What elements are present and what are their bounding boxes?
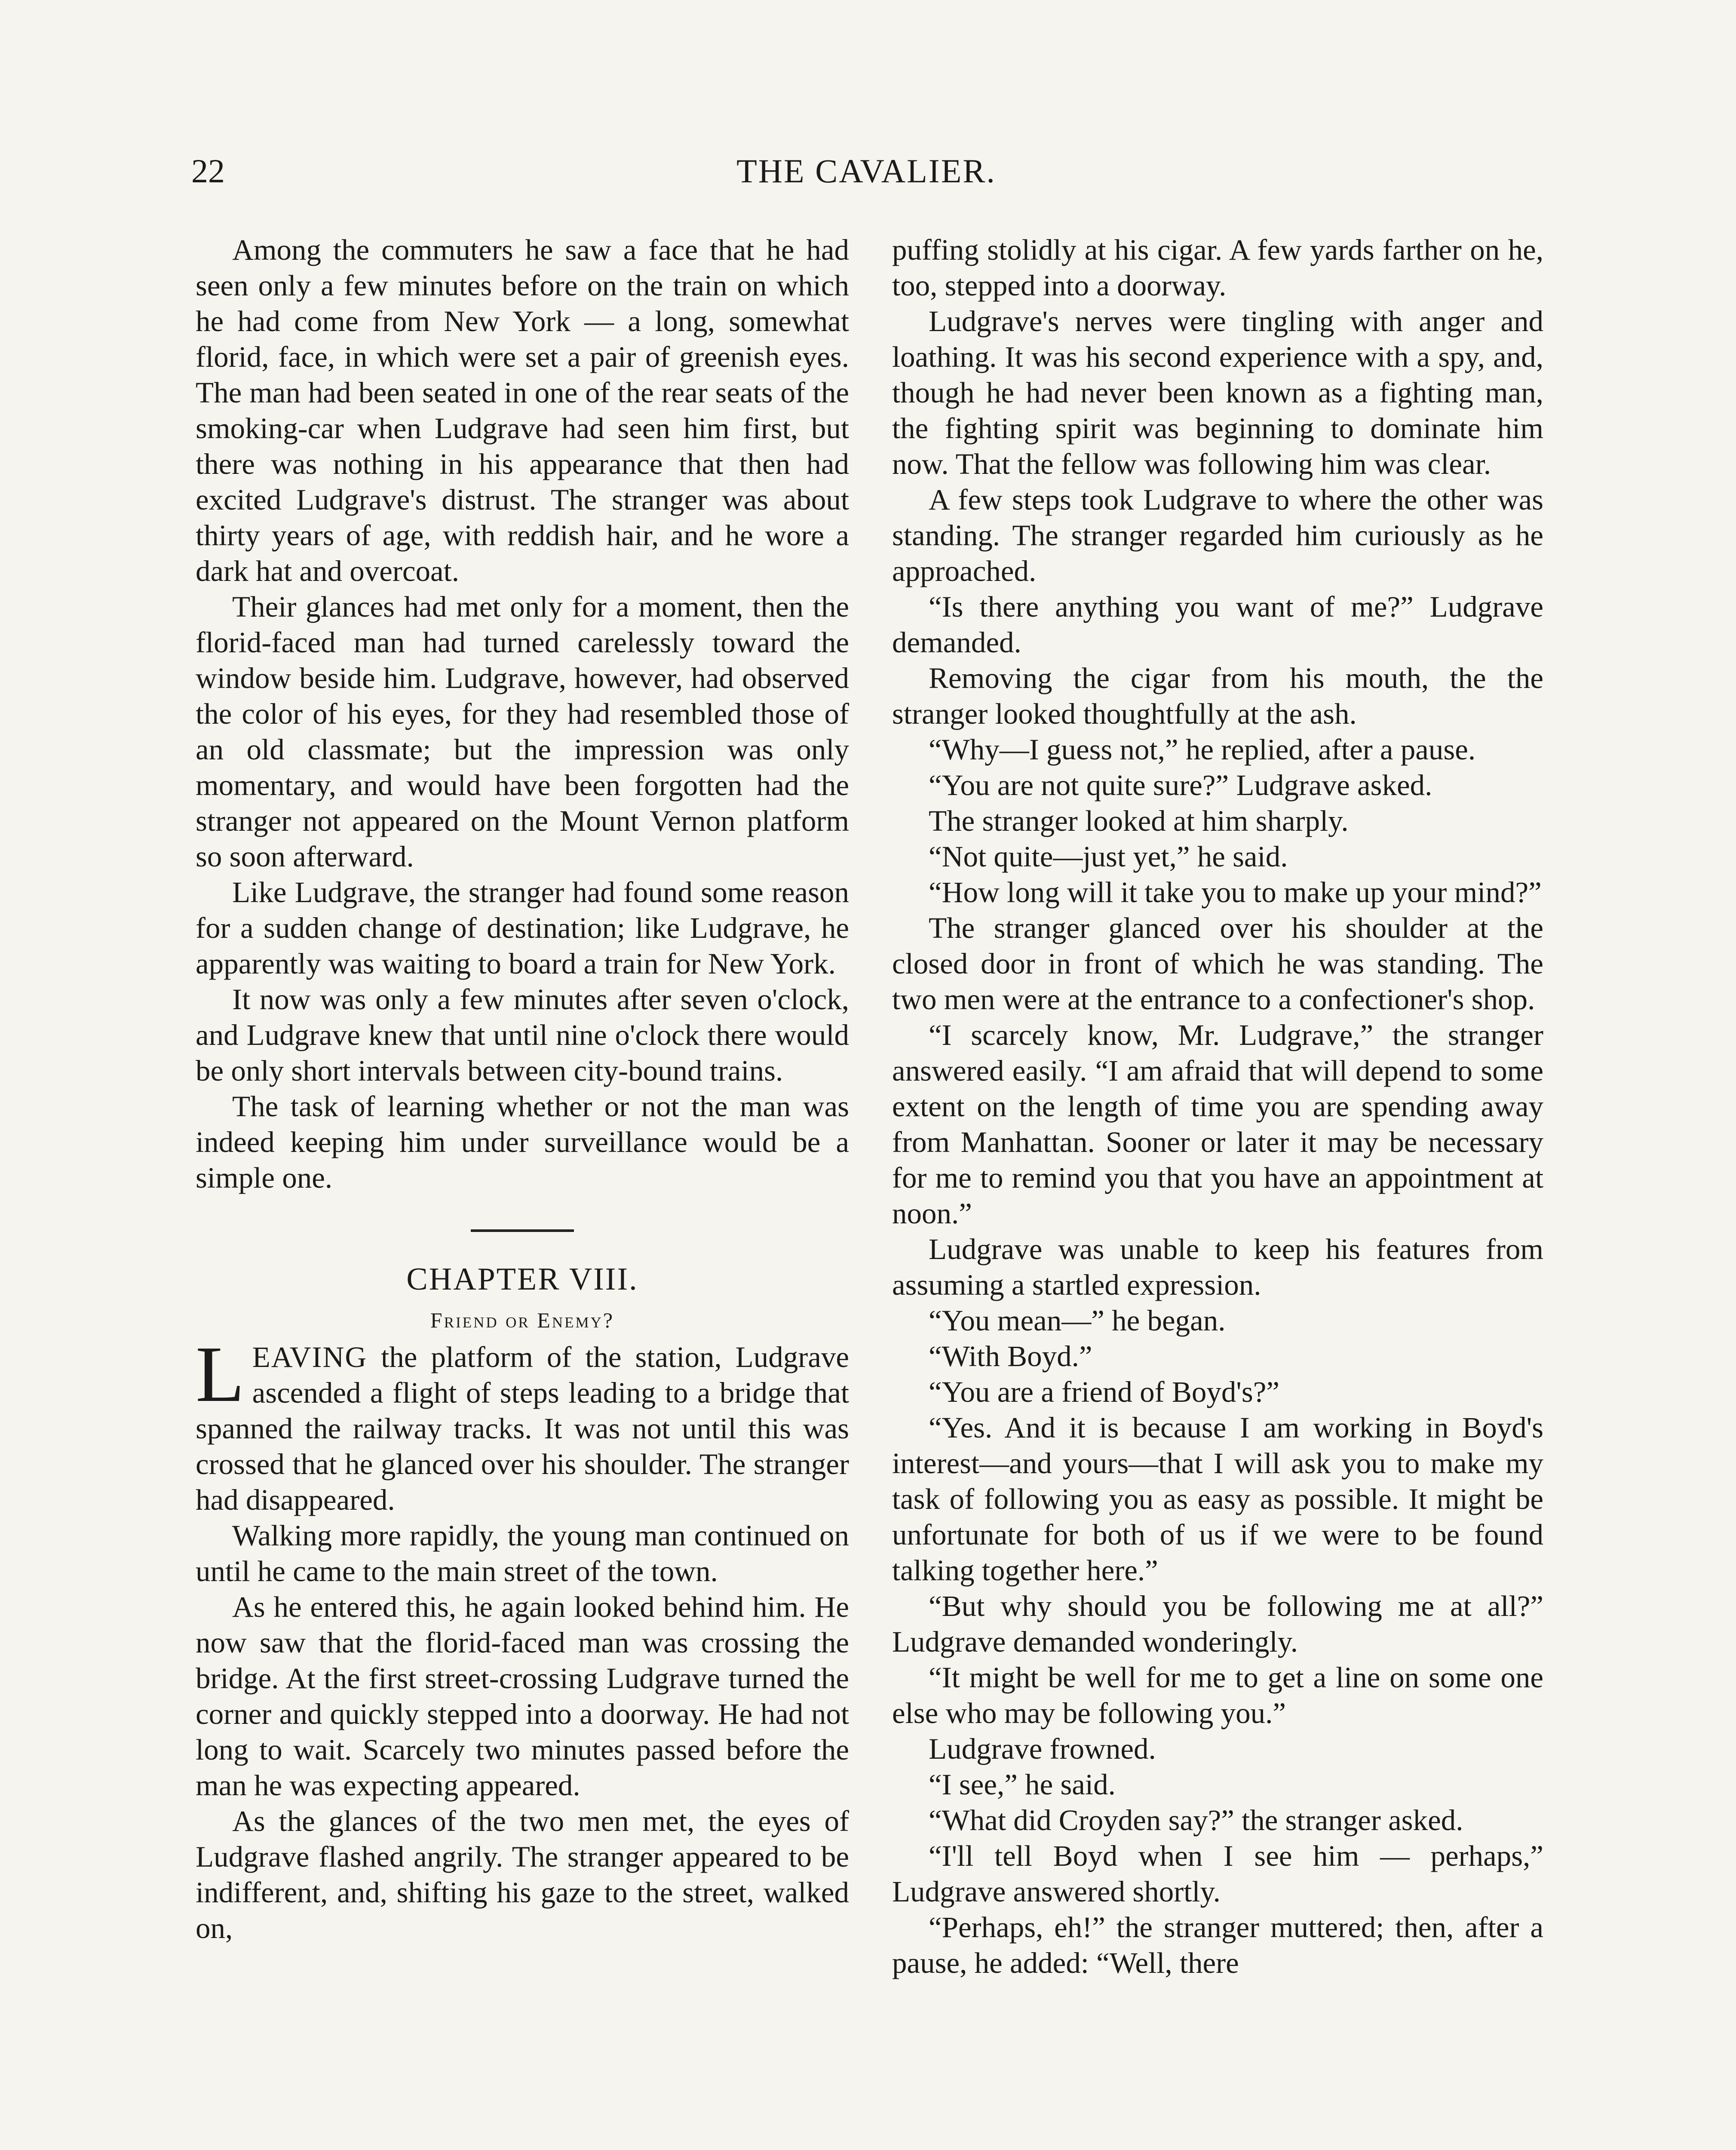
paragraph: “Why—I guess not,” he replied, after a pause.: [929, 733, 1476, 766]
paragraph: The stranger looked at him sharply.: [929, 805, 1349, 837]
paragraph: It now was only a few minutes after seven o'clock, and Ludgrave knew that until nine o'clock there would be only short intervals between city-bound trains.: [196, 983, 849, 1087]
opening-text: the platform of the station, Ludgrave ascended a flight of steps leading to a bridge that spanned the railway tracks. It was not until this was crossed that he glanced over his shoulder. The stranger had disappeared.: [196, 1341, 849, 1516]
paragraph: A few steps took Ludgrave to where the other was standing. The stranger regarded him curiously as he approached.: [892, 483, 1543, 587]
page-header: [191, 150, 1541, 197]
page-number: 22: [191, 152, 225, 190]
paragraph: “You are not quite sure?” Ludgrave asked.: [929, 769, 1432, 802]
chapter-subtitle: Friend or Enemy?: [430, 1308, 615, 1332]
lead-in-caps: EAVING: [252, 1341, 368, 1373]
paragraph: “What did Croyden say?” the stranger asked.: [929, 1804, 1463, 1837]
paragraph: Ludgrave was unable to keep his features from assuming a startled expression.: [892, 1233, 1543, 1301]
paragraph: Ludgrave frowned.: [929, 1732, 1156, 1765]
paragraph: Walking more rapidly, the young man continued on until he came to the main street of the town.: [196, 1519, 849, 1588]
paragraph: Like Ludgrave, the stranger had found some reason for a sudden change of destination; like Ludgrave, he apparently was waiting to board a train for New York.: [196, 876, 849, 980]
continued-paragraph: puffing stolidly at his cigar. A few yards farther on he, too, stepped into a doorway.: [892, 233, 1543, 302]
paragraph: Removing the cigar from his mouth, the the stranger looked thoughtfully at the ash.: [892, 662, 1543, 730]
paragraph: Their glances had met only for a moment, then the florid-faced man had turned carelessly toward the window beside him. Ludgrave, however, had observed the color of his eyes, for they had resembled those of an old classmate; but the impression was only momentary, and would have been forgotten had the stranger not appeared on the Mount Vernon platform so soon afterward.: [196, 590, 849, 873]
paragraph: “I scarcely know, Mr. Ludgrave,” the stranger answered easily. “I am afraid that will depend to some extent on the length of time you are spending away from Manhattan. Sooner or later it may be necessary for me to remind you that you have an appointment at noon.”: [892, 1019, 1543, 1230]
running-title: THE CAVALIER.: [736, 152, 996, 190]
paragraph: “I'll tell Boyd when I see him — perhaps,” Ludgrave answered shortly.: [892, 1840, 1543, 1908]
paragraph: “How long will it take you to make up your mind?”: [929, 876, 1542, 909]
paragraph: As he entered this, he again looked behind him. He now saw that the florid-faced man was crossing the bridge. At the first street-crossing Ludgrave turned the corner and quickly stepped into a doorway. He had not long to wait. Scarcely two minutes passed before the man he was expecting appeared.: [196, 1591, 849, 1802]
chapter-title: CHAPTER VIII.: [406, 1262, 638, 1297]
paragraph: The task of learning whether or not the man was indeed keeping him under surveillance would be a simple one.: [196, 1090, 849, 1194]
right-column: [892, 232, 1543, 1981]
paragraph: “But why should you be following me at all?” Ludgrave demanded wonderingly.: [892, 1590, 1543, 1658]
paragraph: “Not quite—just yet,” he said.: [929, 840, 1288, 873]
paragraph: “It might be well for me to get a line on some one else who may be following you.”: [892, 1661, 1543, 1729]
paragraph: “Is there anything you want of me?” Ludgrave demanded.: [892, 590, 1543, 659]
paragraph: “You are a friend of Boyd's?”: [929, 1376, 1279, 1408]
paragraph: Ludgrave's nerves were tingling with anger and loathing. It was his second experience with a spy, and, though he had never been known as a fighting man, the fighting spirit was beginning to dominate him now. That the fellow was following him was clear.: [892, 305, 1543, 480]
paragraph: “I see,” he said.: [929, 1768, 1116, 1801]
paragraph: As the glances of the two men met, the eyes of Ludgrave flashed angrily. The stranger appeared to be indifferent, and, shifting his gaze to the street, walked on,: [196, 1805, 849, 1944]
paragraph: “With Boyd.”: [929, 1340, 1092, 1373]
paragraph: “Perhaps, eh!” the stranger muttered; then, after a pause, he added: “Well, there: [892, 1911, 1543, 1979]
paragraph: “Yes. And it is because I am working in Boyd's interest—and yours—that I will ask you to make my task of following you as easy as possible. It might be unfortunate for both of us if we were to be found talking together here.”: [892, 1411, 1543, 1587]
left-column: [196, 232, 849, 1946]
section-divider: [471, 1229, 574, 1232]
paragraph: “You mean—” he began.: [929, 1304, 1226, 1337]
drop-cap: L: [196, 1330, 245, 1419]
paragraph: The stranger glanced over his shoulder at the closed door in front of which he was standing. The two men were at the entrance to a confectioner's shop.: [892, 912, 1543, 1016]
paragraph: Among the commuters he saw a face that he had seen only a few minutes before on the train on which he had come from New York — a long, somewhat florid, face, in which were set a pair of greenish eyes. The man had been seated in one of the rear seats of the smoking-car when Ludgrave had seen him first, but there was nothing in his appearance that then had excited Ludgrave's distrust. The stranger was about thirty years of age, with reddish hair, and he wore a dark hat and overcoat.: [196, 233, 849, 587]
chapter-opening-paragraph: [196, 1330, 849, 1518]
